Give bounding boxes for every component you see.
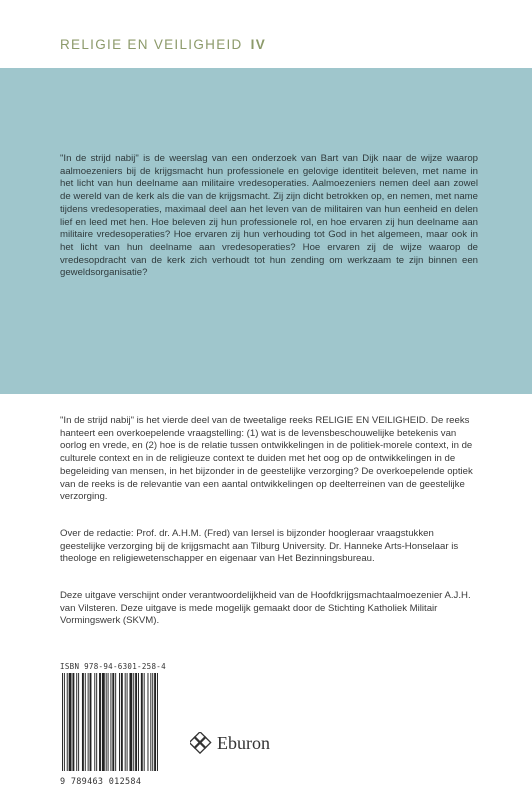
isbn-label: ISBN 978-94-6301-258-4 xyxy=(60,662,166,671)
barcode-digits: 9 789463 012584 xyxy=(60,777,142,787)
summary-text: "In de strijd nabij" is de weerslag van een onderzoek van Bart van Dijk naar de wijze waarop aalmoezeniers bij de krijgsmacht hun professionele en gelovige identiteit beleven, met name in het licht van hun deelname aan militaire vredesoperaties. Aalmoezeniers nemen deel aan zowel de wereld van de kerk als die van de krijgsmacht. Zij zijn dicht betrokken op, en nemen, met name tijdens vredesoperaties, maximaal deel aan het leven van de militairen van hun eenheid en delen lief en leed met hen. Hoe beleven zij hun professionele rol, en hoe ervaren zij hun deelname aan militaire vredesoperaties? Hoe ervaren zij hun verhouding tot God in het algemeen, maar ook in het licht van hun deelname aan vredesoperaties? Hoe ervaren zij de wijze waarop de vredesopdracht van de kerk zich verhoudt tot hun zending om werkzaam te zijn binnen een geweldsorganisatie? xyxy=(60,153,478,279)
series-title-text: RELIGIE EN VEILIGHEID xyxy=(60,37,243,52)
series-title xyxy=(60,37,266,52)
diamond-knot-icon xyxy=(190,732,212,754)
editors-paragraph: Over de redactie: Prof. dr. A.H.M. (Fred) van Iersel is bijzonder hoogleraar vraagstukken geestelijke verzorging bij de krijgsmacht aan Tilburg University. Dr. Hanneke Arts-Honselaar is theologe en religiewetenschapper en eigenaar van Het Bezinningsbureau. xyxy=(60,528,459,565)
publisher-logo xyxy=(190,732,270,754)
publication-paragraph: Deze uitgave verschijnt onder verantwoordelijkheid van de Hoofdkrijgsmachtaalmoezenier A.J.H. van Vilsteren. Deze uitgave is mede mogelijk gemaakt door de Stichting Katholiek Militair Vormingswerk (SKVM). xyxy=(60,590,471,627)
publisher-name: Eburon xyxy=(217,732,270,753)
isbn-barcode xyxy=(60,662,164,790)
series-number: IV xyxy=(250,37,267,52)
barcode-bars xyxy=(60,673,164,771)
series-description-paragraph: "In de strijd nabij" is het vierde deel van de tweetalige reeks RELIGIE EN VEILIGHEID. De reeks hanteert een overkoepelende vraagstelling: (1) wat is de levensbeschouwelijke betekenis van oorlog en vrede, en (2) hoe is de relatie tussen ontwikkelingen in de politiek-morele context, in de culturele context en in de religieuze context te duiden met het oog op de ontwikkelingen in de begeleiding van mensen, in het bijzonder in de geestelijke verzorging? De overkoepelende optiek van de reeks is de relevantie van een aantal ontwikkelingen op deelterreinen van de geestelijke verzorging. xyxy=(60,415,473,503)
